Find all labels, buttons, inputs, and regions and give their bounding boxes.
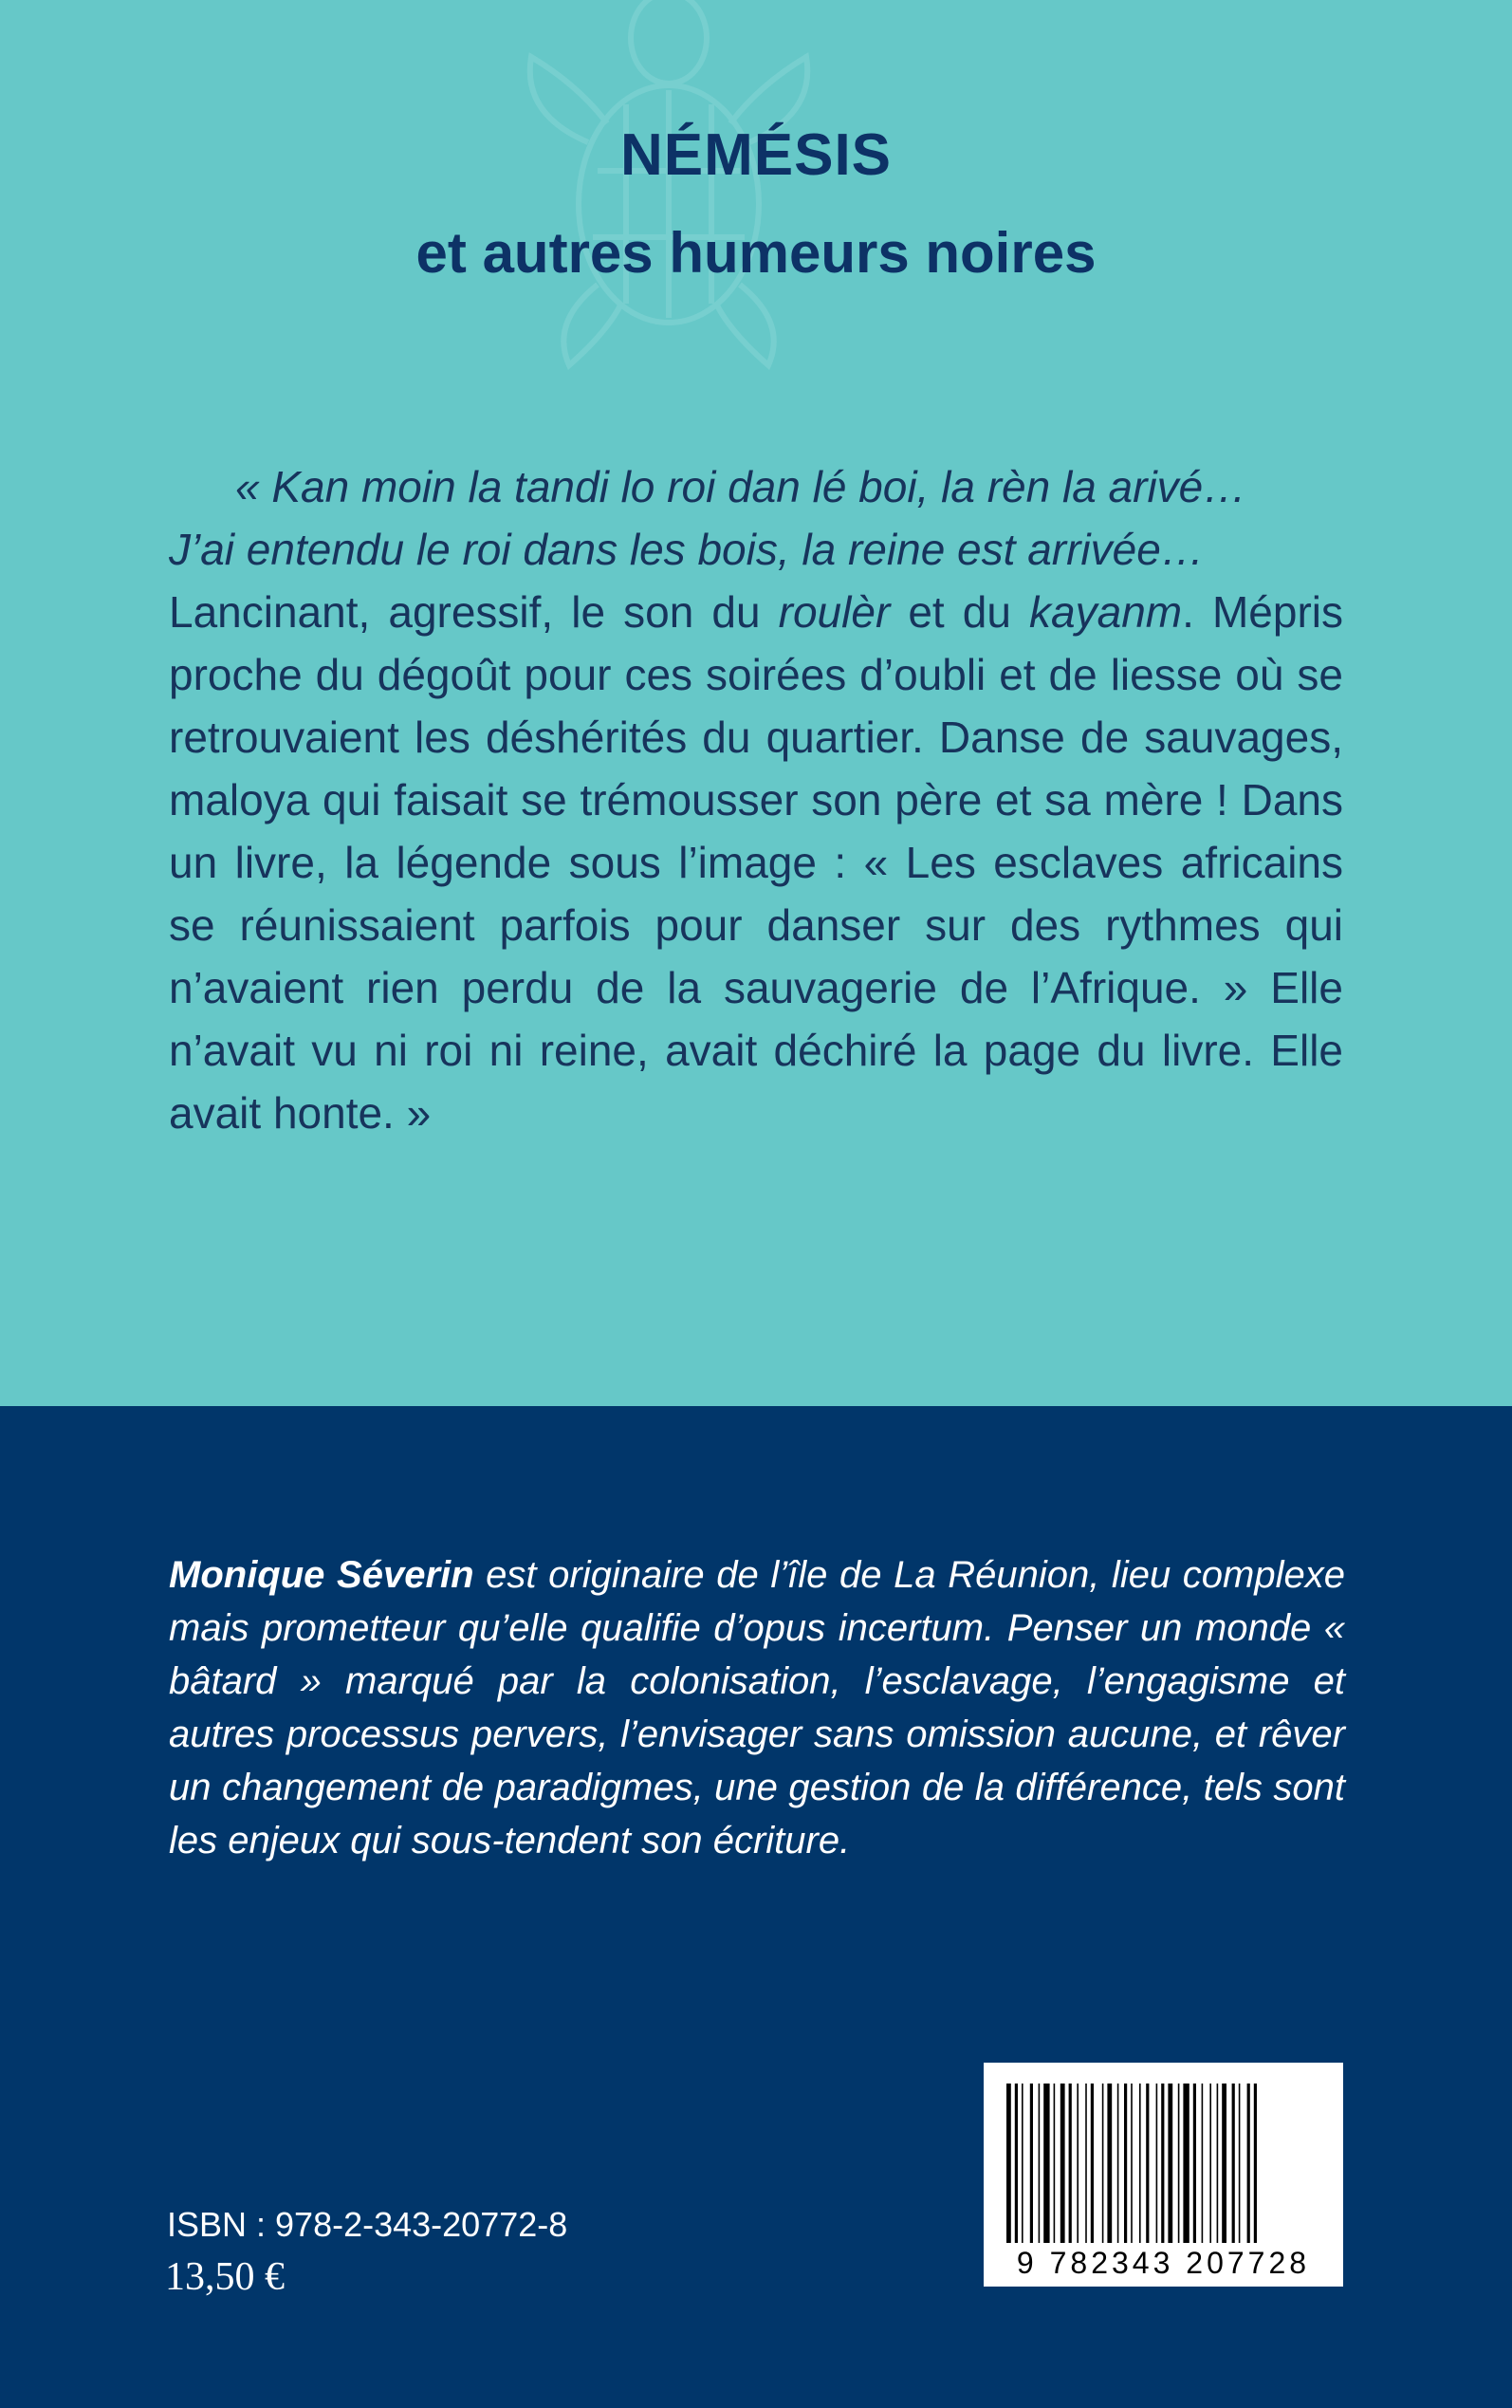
back-cover-excerpt <box>169 455 1343 1144</box>
excerpt-body: Lancinant, agressif, le son du roulèr et du kayanm. Mépris proche du dégoût pour ces soirées d’oubli et de liesse où se retrouvaient les déshérités du quartier. Danse de sauvages, maloya qui faisait se trémousser son père et sa mère ! Dans un livre, la légende sous l’image : « Les esclaves africains se réunissaient parfois pour danser sur des rythmes qui n’avaient rien perdu de la sauvagerie de l’Afrique. » Elle n’avait vu ni roi ni reine, avait déchiré la page du livre. Elle avait honte. » <box>169 587 1343 1138</box>
turtle-icon <box>512 0 825 380</box>
author-bio <box>169 1548 1345 1867</box>
barcode-bar <box>1222 2084 1226 2243</box>
barcode-number: 9 782343 207728 <box>1016 2246 1311 2280</box>
barcode-bar <box>1217 2084 1219 2243</box>
barcode-bar <box>1156 2084 1158 2243</box>
barcode-bar <box>1030 2084 1033 2243</box>
barcode-bar <box>1117 2084 1119 2243</box>
barcode-bar <box>1102 2084 1104 2243</box>
barcode-bar <box>1209 2084 1211 2243</box>
book-title: NÉMÉSIS <box>619 122 893 188</box>
author-name: Monique Séverin <box>169 1554 474 1596</box>
excerpt-creole-line: « Kan moin la tandi lo roi dan lé boi, la rèn la arivé… <box>235 462 1247 511</box>
barcode-bar <box>1254 2084 1257 2243</box>
barcode-bar <box>1131 2084 1133 2243</box>
barcode-bar <box>1077 2084 1079 2243</box>
barcode-bar <box>1178 2084 1180 2243</box>
barcode-bar <box>1139 2084 1141 2243</box>
barcode-bar <box>1202 2084 1204 2243</box>
barcode-bar <box>1239 2084 1241 2243</box>
book-subtitle: et autres humeurs noires <box>415 221 1097 285</box>
barcode-bars <box>984 2063 1343 2252</box>
barcode-bar <box>1168 2084 1172 2243</box>
barcode <box>984 2063 1343 2287</box>
barcode-bar <box>1054 2084 1056 2243</box>
barcode-bar <box>1085 2084 1087 2243</box>
barcode-bar <box>1161 2084 1164 2243</box>
barcode-bar <box>1060 2084 1065 2243</box>
barcode-bar <box>1022 2084 1023 2243</box>
barcode-bar <box>1124 2084 1127 2243</box>
author-bio-text: est originaire de l’île de La Réunion, lieu complexe mais prometteur qu’elle qualifie d’opus incertum. Penser un monde « bâtard » marqué par la colonisation, l’esclavage, l’engagisme et autres processus pervers, l’envisager sans omission aucune, et rêver un changement de paradigmes, une gestion de la différence, tels sont les enjeux qui sous-tendent son écriture. <box>169 1554 1346 1862</box>
barcode-bar <box>1107 2084 1112 2243</box>
barcode-bar <box>1193 2084 1196 2243</box>
barcode-bar <box>1183 2084 1189 2243</box>
barcode-bar <box>1043 2084 1049 2243</box>
barcode-bar <box>1146 2084 1149 2243</box>
isbn: ISBN : 978-2-343-20772-8 <box>167 2205 568 2244</box>
barcode-bar <box>1232 2084 1235 2243</box>
excerpt-translation-line: J’ai entendu le roi dans les bois, la reine est arrivée… <box>169 525 1205 574</box>
barcode-bar <box>1091 2084 1094 2243</box>
barcode-bar <box>1069 2084 1072 2243</box>
price: 13,50 € <box>165 2255 285 2299</box>
barcode-bar <box>1039 2084 1041 2243</box>
barcode-bar <box>1015 2084 1018 2243</box>
barcode-bar <box>1006 2084 1011 2243</box>
barcode-bar <box>1247 2084 1250 2243</box>
